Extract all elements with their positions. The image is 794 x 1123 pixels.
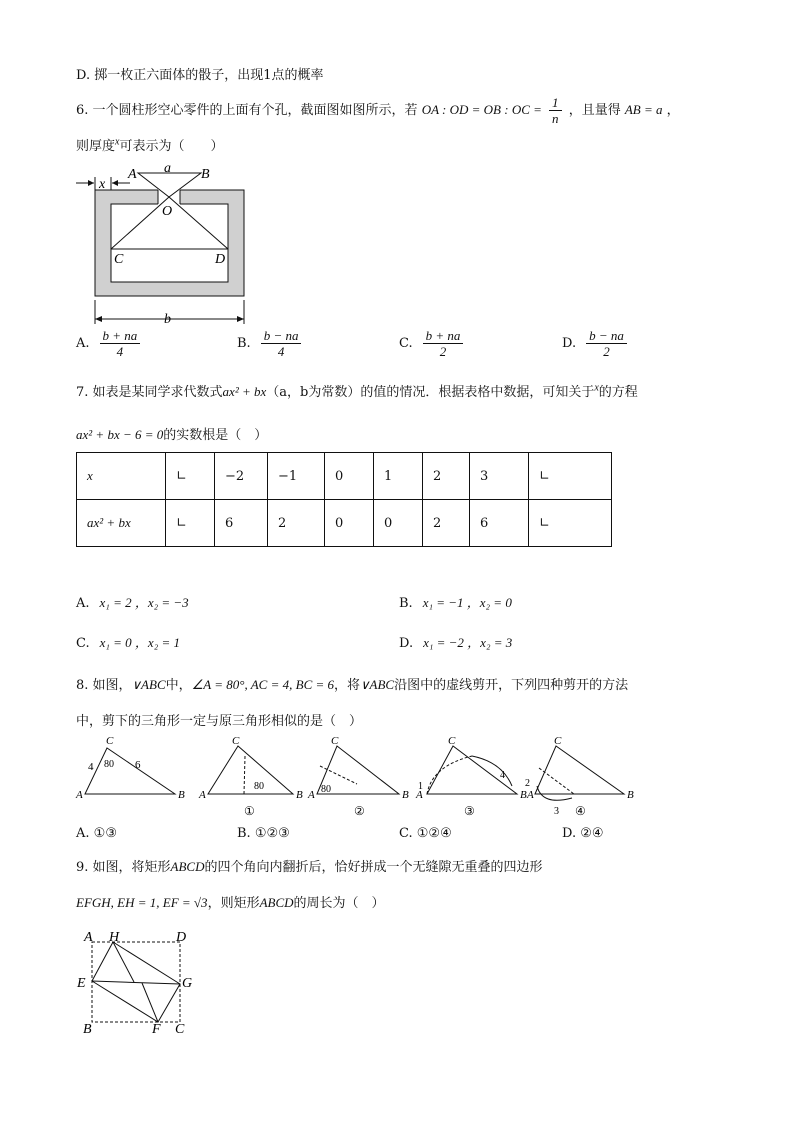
table-cell: 0 (325, 500, 374, 547)
svg-text:B: B (520, 789, 527, 801)
label-a-length: a (164, 161, 171, 176)
table-cell: 6 (470, 500, 529, 547)
svg-text:A: A (76, 789, 83, 801)
table-cell: ∟ (166, 453, 215, 500)
svg-text:A: A (199, 789, 206, 801)
label-o: O (162, 204, 173, 219)
label-b-length: b (164, 312, 171, 327)
svg-text:A: A (308, 789, 315, 801)
q6-option-d[interactable]: D. $\frac{b - na}{2}$ (562, 328, 630, 359)
q6-option-c[interactable]: C. $\frac{b + na}{2}$ (399, 328, 466, 359)
q9-line1: 9. 如图，将矩形ABCD的四个角向内翻折后，恰好拼成一个无缝隙无重叠的四边形 (76, 859, 543, 875)
table-cell: −1 (268, 453, 325, 500)
q8-option-d[interactable]: D. ②④ (562, 826, 604, 841)
svg-text:C: C (331, 735, 339, 747)
svg-text:B: B (178, 789, 185, 801)
q6-line1: 6. 一个圆柱形空心零件的上面有个孔，截面图如图所示，若 OA : OD = OB : OC = $\frac{1}{n}$ ，且量得 AB = a ， (76, 95, 680, 126)
table-cell: 1 (374, 453, 423, 500)
svg-text:B: B (627, 789, 634, 801)
q7-line1: 7. 如表是某同学求代数式ax² + bx（a，b为常数）的值的情况．根据表格中数据，可知关于$^x$的方程 (76, 382, 638, 400)
svg-text:④: ④ (575, 804, 586, 818)
svg-text:B: B (83, 1022, 92, 1037)
svg-text:6: 6 (135, 759, 141, 771)
svg-text:80: 80 (321, 784, 331, 795)
svg-text:C: C (232, 735, 240, 747)
table-cell: 3 (470, 453, 529, 500)
q6-line2: 则厚度$^x$可表示为（ ） (76, 136, 224, 154)
svg-text:A: A (527, 789, 534, 801)
q9-line2: EFGH, EH = 1, EF = √3，则矩形ABCD的周长为（ ） (76, 895, 385, 911)
svg-text:4: 4 (500, 770, 505, 781)
q8-figures (72, 734, 642, 820)
label-c: C (114, 252, 124, 267)
q7-line2: ax² + bx − 6 = 0的实数根是（ ） (76, 427, 268, 443)
q8-line2: 中，剪下的三角形一定与原三角形相似的是（ ） (76, 714, 363, 729)
svg-text:A: A (84, 930, 93, 945)
table-cell: ∟ (166, 500, 215, 547)
svg-text:C: C (175, 1022, 185, 1037)
table-cell: ∟ (529, 453, 612, 500)
label-d: D (215, 252, 226, 267)
q6-ratio: OA : OD = OB : OC = (421, 102, 542, 117)
svg-text:③: ③ (464, 804, 475, 818)
svg-text:2: 2 (525, 778, 530, 789)
svg-text:②: ② (354, 804, 365, 818)
table-cell: 0 (325, 453, 374, 500)
q6-ab-eq: AB = a (624, 102, 663, 117)
table-cell: ∟ (529, 500, 612, 547)
table-cell: 0 (374, 500, 423, 547)
q8-option-c[interactable]: C. ①②④ (399, 826, 452, 841)
q6-ratio-fraction: $\frac{1}{n}$ (549, 95, 562, 126)
table-cell: 6 (215, 500, 268, 547)
svg-text:3: 3 (554, 806, 559, 817)
q7-option-a[interactable]: A. x₁ = 2 ，x₂ = −3 (76, 595, 189, 611)
table-cell: −2 (215, 453, 268, 500)
q5-option-d: D. 掷一枚正六面体的骰子，出现1点的概率 (76, 68, 324, 83)
q8-option-a[interactable]: A. ①③ (76, 826, 117, 841)
svg-text:80: 80 (254, 781, 264, 792)
svg-text:F: F (152, 1022, 161, 1037)
svg-text:C: C (448, 735, 456, 747)
q6-option-b[interactable]: B. $\frac{b - na}{4}$ (237, 328, 304, 359)
svg-text:80: 80 (104, 759, 114, 770)
label-a-point: A (128, 167, 137, 182)
svg-text:D: D (176, 930, 187, 945)
svg-text:E: E (77, 976, 86, 991)
q6-option-a[interactable]: A. $\frac{b + na}{4}$ (76, 328, 143, 359)
q6-stem: 6. 一个圆柱形空心零件的上面有个孔，截面图如图所示，若 (76, 103, 418, 118)
q8-line1: 8. 如图，∨ABC中，∠A = 80°, AC = 4, BC = 6，将∨ABC沿图中的虚线剪开，下列四种剪开的方法 (76, 677, 629, 693)
label-b-point: B (201, 167, 210, 182)
table-cell: x (77, 453, 166, 500)
q7-option-b[interactable]: B. x₁ = −1 ，x₂ = 0 (399, 595, 512, 611)
svg-text:B: B (402, 789, 409, 801)
q6-figure (72, 160, 252, 330)
table-cell: ax² + bx (77, 500, 166, 547)
svg-text:①: ① (244, 804, 255, 818)
label-x: x (99, 177, 106, 192)
svg-text:H: H (109, 930, 120, 945)
svg-text:C: C (554, 735, 562, 747)
table-cell: 2 (423, 453, 470, 500)
q7-option-c[interactable]: C. x₁ = 0 ，x₂ = 1 (76, 635, 180, 651)
svg-text:A: A (416, 789, 423, 801)
q7-option-d[interactable]: D. x₁ = −2 ，x₂ = 3 (399, 635, 513, 651)
table-cell: 2 (268, 500, 325, 547)
table-row (77, 500, 612, 547)
table-row (77, 453, 612, 500)
svg-text:B: B (296, 789, 303, 801)
q7-value-table (76, 452, 612, 547)
svg-text:G: G (182, 976, 193, 991)
svg-text:C: C (106, 735, 114, 747)
svg-text:1: 1 (418, 781, 423, 792)
q9-figure (74, 928, 204, 1038)
q8-option-b[interactable]: B. ①②③ (237, 826, 290, 841)
table-cell: 2 (423, 500, 470, 547)
svg-text:4: 4 (88, 761, 94, 773)
